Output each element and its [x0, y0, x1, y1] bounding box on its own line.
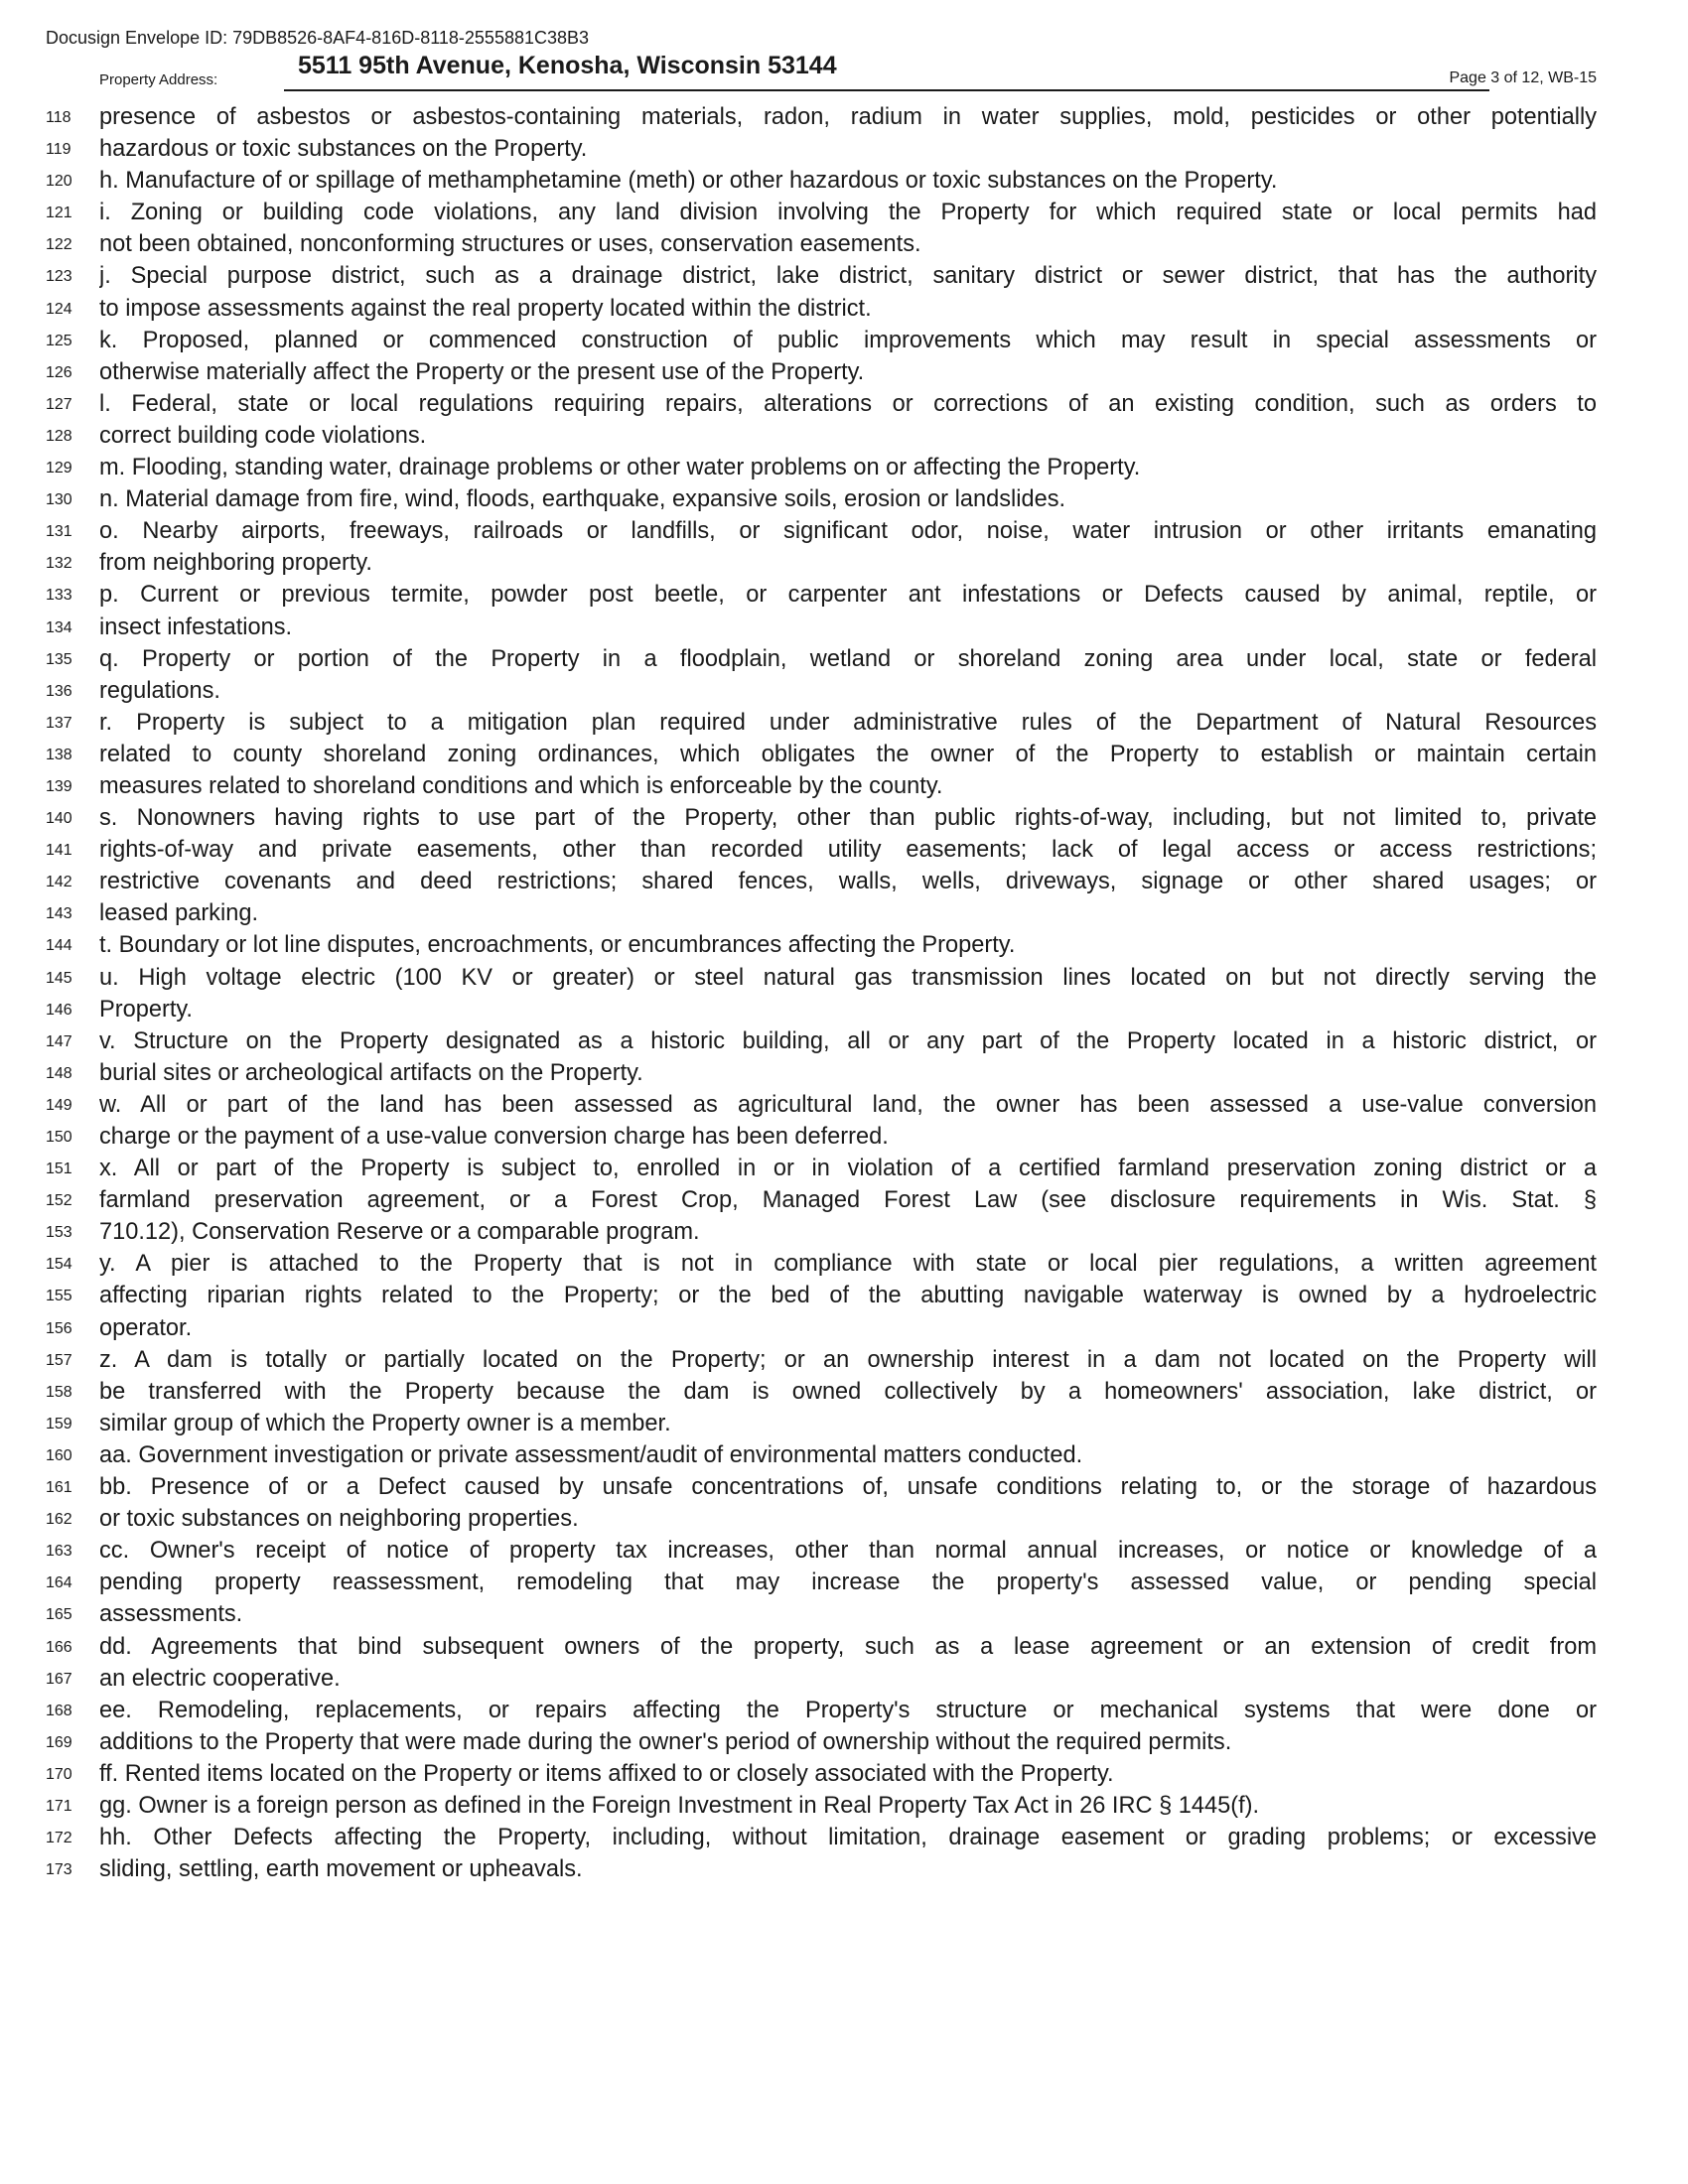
document-line: [0, 1473, 1688, 1505]
line-text: r. Property is subject to a mitigation plan required under administrative rules of the Department of Natural Resources: [99, 709, 1597, 736]
line-text: m. Flooding, standing water, drainage problems or other water problems on or affecting the Property.: [99, 455, 1141, 481]
document-line: [0, 709, 1688, 741]
line-number: 161: [46, 1479, 72, 1497]
line-text: additions to the Property that were made during the owner's period of ownership without the required permits.: [99, 1728, 1232, 1755]
document-line: [0, 167, 1688, 199]
line-number: 150: [46, 1129, 72, 1146]
line-number: 134: [46, 618, 72, 636]
document-line: [0, 1091, 1688, 1123]
document-line: [0, 1505, 1688, 1537]
line-text: x. All or part of the Property is subject to, enrolled in or in violation of a certified farmland preservation zoning district or a: [99, 1156, 1597, 1182]
line-text: v. Structure on the Property designated as a historic building, all or any part of the Property located in a historic district, or: [99, 1027, 1597, 1054]
line-text: rights-of-way and private easements, other than recorded utility easements; lack of legal access or access restrictions;: [99, 837, 1597, 864]
line-number: 169: [46, 1733, 72, 1751]
document-line: [0, 899, 1688, 931]
line-number: 138: [46, 746, 72, 763]
line-number: 145: [46, 969, 72, 987]
line-number: 148: [46, 1064, 72, 1082]
document-line: [0, 485, 1688, 517]
document-line: [0, 1027, 1688, 1059]
document-line: [0, 549, 1688, 581]
line-number: 156: [46, 1319, 72, 1337]
document-line: [0, 677, 1688, 709]
line-number: 129: [46, 460, 72, 478]
line-number: 146: [46, 1001, 72, 1019]
line-number: 155: [46, 1288, 72, 1305]
document-line: [0, 645, 1688, 677]
line-number: 168: [46, 1702, 72, 1719]
envelope-id: Docusign Envelope ID: 79DB8526-8AF4-816D-8118-2555881C38B3: [46, 28, 590, 48]
line-number: 173: [46, 1861, 72, 1879]
line-number: 163: [46, 1543, 72, 1561]
document-line: [0, 390, 1688, 422]
document-line: [0, 1855, 1688, 1887]
line-number: 164: [46, 1574, 72, 1592]
line-text: bb. Presence of or a Defect caused by unsafe concentrations of, unsafe conditions relating to, or the storage of hazardous: [99, 1474, 1597, 1501]
line-text: s. Nonowners having rights to use part of the Property, other than public rights-of-way, including, but not limited to, private: [99, 805, 1597, 832]
line-text: sliding, settling, earth movement or upheavals.: [99, 1856, 583, 1883]
line-number: 154: [46, 1256, 72, 1274]
document-line: [0, 1186, 1688, 1218]
line-number: 162: [46, 1511, 72, 1529]
line-text: w. All or part of the land has been assessed as agricultural land, the owner has been assessed a use-value conversion: [99, 1091, 1597, 1118]
line-number: 120: [46, 173, 72, 191]
document-line: [0, 230, 1688, 262]
line-number: 141: [46, 842, 72, 860]
line-number: 171: [46, 1797, 72, 1815]
line-text: t. Boundary or lot line disputes, encroachments, or encumbrances affecting the Property.: [99, 932, 1016, 959]
line-number: 126: [46, 363, 72, 381]
numbered-lines: [0, 103, 1688, 1887]
line-number: 153: [46, 1224, 72, 1242]
document-line: [0, 358, 1688, 390]
document-line: [0, 295, 1688, 327]
line-text: assessments.: [99, 1601, 243, 1628]
line-number: 127: [46, 395, 72, 413]
line-text: ff. Rented items located on the Property or items affixed to or closely associated with the Property.: [99, 1760, 1114, 1787]
line-number: 159: [46, 1415, 72, 1433]
document-line: [0, 422, 1688, 454]
line-number: 125: [46, 332, 72, 349]
line-text: farmland preservation agreement, or a Forest Crop, Managed Forest Law (see disclosure requirements in Wis. Stat. §: [99, 1187, 1597, 1214]
document-line: [0, 1792, 1688, 1824]
document-line: [0, 868, 1688, 899]
line-number: 143: [46, 905, 72, 923]
line-number: 144: [46, 937, 72, 955]
line-text: burial sites or archeological artifacts on the Property.: [99, 1059, 643, 1086]
document-line: [0, 1218, 1688, 1250]
line-text: charge or the payment of a use-value conversion charge has been deferred.: [99, 1124, 889, 1150]
line-number: 131: [46, 523, 72, 541]
line-number: 149: [46, 1096, 72, 1114]
line-text: k. Proposed, planned or commenced construction of public improvements which may result in special assessments or: [99, 327, 1597, 353]
line-text: otherwise materially affect the Property or the present use of the Property.: [99, 358, 865, 385]
line-number: 124: [46, 300, 72, 318]
document-line: [0, 1600, 1688, 1632]
document-line: [0, 262, 1688, 294]
document-line: [0, 1155, 1688, 1186]
line-text: ee. Remodeling, replacements, or repairs affecting the Property's structure or mechanical systems that were done or: [99, 1697, 1597, 1723]
line-number: 139: [46, 777, 72, 795]
line-number: 166: [46, 1638, 72, 1656]
line-text: dd. Agreements that bind subsequent owners of the property, such as a lease agreement or an extension of credit from: [99, 1633, 1597, 1660]
document-line: [0, 772, 1688, 804]
document-line: [0, 1441, 1688, 1473]
document-line: [0, 1760, 1688, 1792]
document-line: [0, 1378, 1688, 1410]
document-line: [0, 1633, 1688, 1665]
line-text: pending property reassessment, remodeling that may increase the property's assessed value, or pending special: [99, 1570, 1597, 1596]
line-number: 151: [46, 1160, 72, 1178]
document-line: [0, 1697, 1688, 1728]
line-text: leased parking.: [99, 900, 259, 927]
document-line: [0, 199, 1688, 230]
document-line: [0, 1059, 1688, 1091]
document-line: [0, 1728, 1688, 1760]
line-text: cc. Owner's receipt of notice of property tax increases, other than normal annual increases, or notice or knowledge of a: [99, 1538, 1597, 1565]
line-text: l. Federal, state or local regulations requiring repairs, alterations or corrections of an existing condition, such as orders to: [99, 390, 1597, 417]
line-text: or toxic substances on neighboring properties.: [99, 1506, 579, 1533]
line-number: 136: [46, 682, 72, 700]
line-number: 122: [46, 236, 72, 254]
line-text: from neighboring property.: [99, 550, 372, 577]
line-text: i. Zoning or building code violations, any land division involving the Property for which required state or local permits had: [99, 200, 1597, 226]
line-number: 119: [46, 141, 71, 159]
line-number: 172: [46, 1830, 72, 1847]
line-text: similar group of which the Property owner is a member.: [99, 1410, 671, 1436]
line-text: affecting riparian rights related to the Property; or the bed of the abutting navigable waterway is owned by a hydroelectric: [99, 1283, 1597, 1309]
line-text: measures related to shoreland conditions and which is enforceable by the county.: [99, 772, 943, 799]
line-number: 147: [46, 1032, 72, 1050]
document-line: [0, 741, 1688, 772]
line-number: 157: [46, 1351, 72, 1369]
line-text: 710.12), Conservation Reserve or a comparable program.: [99, 1219, 700, 1246]
line-text: y. A pier is attached to the Property that is not in compliance with state or local pier regulations, a written agreement: [99, 1251, 1597, 1278]
line-text: gg. Owner is a foreign person as defined in the Foreign Investment in Real Property Tax Act in 26 IRC § 1445(f).: [99, 1792, 1260, 1819]
line-text: p. Current or previous termite, powder post beetle, or carpenter ant infestations or Defects caused by animal, reptile, or: [99, 582, 1597, 609]
line-number: 128: [46, 427, 72, 445]
document-line: [0, 1569, 1688, 1600]
line-number: 137: [46, 714, 72, 732]
line-text: hh. Other Defects affecting the Property, including, without limitation, drainage easement or grading problems; or excessive: [99, 1825, 1597, 1851]
line-text: restrictive covenants and deed restrictions; shared fences, walls, wells, driveways, signage or other shared usages; or: [99, 869, 1597, 895]
line-text: related to county shoreland zoning ordinances, which obligates the owner of the Property to establish or maintain certain: [99, 741, 1597, 767]
document-line: [0, 327, 1688, 358]
document-line: [0, 1410, 1688, 1441]
line-number: 123: [46, 268, 72, 286]
property-address-value: 5511 95th Avenue, Kenosha, Wisconsin 53144: [298, 52, 837, 79]
line-number: 170: [46, 1765, 72, 1783]
document-line: [0, 1250, 1688, 1282]
line-text: to impose assessments against the real property located within the district.: [99, 295, 872, 322]
line-number: 118: [46, 109, 71, 126]
document-line: [0, 1665, 1688, 1697]
document-line: [0, 1537, 1688, 1569]
line-text: j. Special purpose district, such as a drainage district, lake district, sanitary district or sewer district, that has the authority: [99, 263, 1597, 290]
line-number: 140: [46, 810, 72, 828]
line-text: h. Manufacture of or spillage of methamphetamine (meth) or other hazardous or toxic substances on the Property.: [99, 168, 1278, 195]
line-number: 142: [46, 874, 72, 891]
line-number: 160: [46, 1446, 72, 1464]
document-line: [0, 1346, 1688, 1378]
document-line: [0, 931, 1688, 963]
line-text: Property.: [99, 996, 193, 1023]
document-line: [0, 454, 1688, 485]
line-text: regulations.: [99, 677, 220, 704]
line-number: 152: [46, 1192, 72, 1210]
line-text: presence of asbestos or asbestos-containing materials, radon, radium in water supplies, mold, pesticides or other potentially: [99, 104, 1597, 130]
document-line: [0, 135, 1688, 167]
page-reference: Page 3 of 12, WB-15: [1449, 69, 1597, 86]
document-line: [0, 1123, 1688, 1155]
line-number: 167: [46, 1670, 72, 1688]
document-line: [0, 964, 1688, 996]
document-line: [0, 836, 1688, 868]
document-line: [0, 103, 1688, 135]
document-line: [0, 1282, 1688, 1313]
property-address-label: Property Address:: [99, 71, 218, 88]
line-text: not been obtained, nonconforming structures or uses, conservation easements.: [99, 231, 921, 258]
line-text: be transferred with the Property because the dam is owned collectively by a homeowners' association, lake district, or: [99, 1378, 1597, 1405]
line-number: 165: [46, 1606, 72, 1624]
document-line: [0, 614, 1688, 645]
address-underline: [284, 89, 1489, 91]
line-number: 121: [46, 205, 72, 222]
document-line: [0, 1314, 1688, 1346]
line-number: 130: [46, 491, 72, 509]
line-text: q. Property or portion of the Property in a floodplain, wetland or shoreland zoning area under local, state or federal: [99, 645, 1597, 672]
line-number: 133: [46, 587, 72, 605]
document-line: [0, 581, 1688, 613]
line-number: 135: [46, 650, 72, 668]
document-line: [0, 517, 1688, 549]
document-line: [0, 804, 1688, 836]
line-text: n. Material damage from fire, wind, floods, earthquake, expansive soils, erosion or landslides.: [99, 486, 1066, 513]
document-line: [0, 1824, 1688, 1855]
line-number: 158: [46, 1383, 72, 1401]
line-text: aa. Government investigation or private assessment/audit of environmental matters conducted.: [99, 1441, 1083, 1468]
line-text: o. Nearby airports, freeways, railroads or landfills, or significant odor, noise, water intrusion or other irritants emanating: [99, 518, 1597, 545]
line-text: z. A dam is totally or partially located on the Property; or an ownership interest in a dam not located on the Property will: [99, 1346, 1597, 1373]
line-text: an electric cooperative.: [99, 1665, 341, 1692]
line-text: operator.: [99, 1314, 193, 1341]
line-text: insect infestations.: [99, 614, 293, 640]
line-text: hazardous or toxic substances on the Property.: [99, 136, 588, 163]
property-address-row: [99, 50, 1597, 89]
document-line: [0, 996, 1688, 1027]
line-text: u. High voltage electric (100 KV or greater) or steel natural gas transmission lines located on but not directly serving the: [99, 964, 1597, 991]
line-text: correct building code violations.: [99, 422, 427, 449]
line-number: 132: [46, 555, 72, 573]
